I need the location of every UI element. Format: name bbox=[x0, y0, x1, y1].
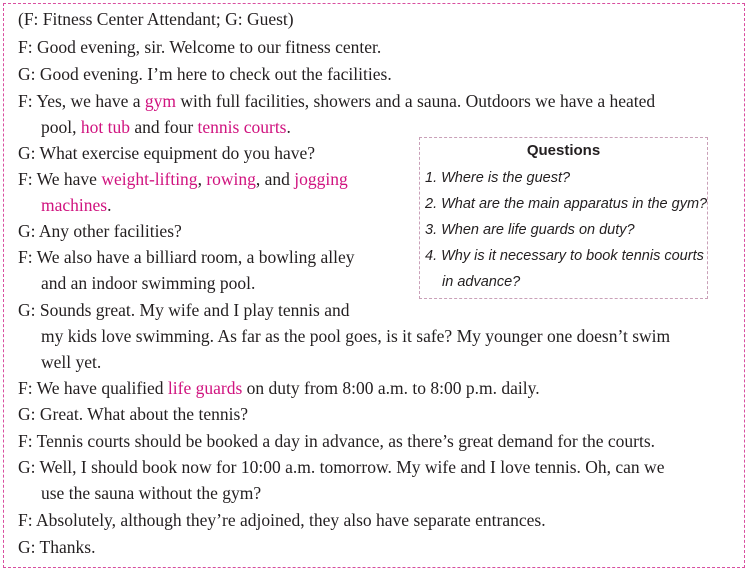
dialogue-line bbox=[18, 90, 655, 112]
vocab-weight-lifting: weight-lifting bbox=[101, 169, 198, 189]
line-text: . bbox=[286, 117, 291, 137]
questions-title: Questions bbox=[526, 142, 601, 159]
vocab-machines: machines bbox=[41, 195, 108, 215]
dialogue-line: F: Tennis courts should be booked a day in advance, as there’s great demand for the courts. bbox=[18, 431, 656, 451]
vocab-life-guards: life guards bbox=[167, 378, 243, 398]
dialogue-line: G: Any other facilities? bbox=[18, 221, 182, 241]
line-text: and four bbox=[129, 117, 198, 137]
question-item-continued: in advance? bbox=[442, 274, 521, 290]
dialogue-line: F: Absolutely, although they’re adjoined, they also have separate entrances. bbox=[18, 510, 546, 530]
speaker-legend: (F: Fitness Center Attendant; G: Guest) bbox=[18, 9, 294, 29]
dialogue-line bbox=[41, 116, 291, 138]
vocab-hot-tub: hot tub bbox=[80, 117, 130, 137]
dialogue-line: G: Sounds great. My wife and I play tennis and bbox=[18, 300, 350, 320]
dialogue-line: use the sauna without the gym? bbox=[41, 483, 262, 503]
dialogue-line bbox=[41, 194, 111, 216]
line-text: , and bbox=[255, 169, 295, 189]
dialogue-line: G: Great. What about the tennis? bbox=[18, 404, 249, 424]
question-item: 3. When are life guards on duty? bbox=[425, 222, 635, 238]
dialogue-line bbox=[18, 168, 348, 190]
line-text: F: We have qualified bbox=[18, 378, 168, 398]
dialogue-line: F: Good evening, sir. Welcome to our fitness center. bbox=[18, 37, 382, 57]
vocab-rowing: rowing bbox=[206, 169, 256, 189]
line-text: on duty from 8:00 a.m. to 8:00 p.m. daily. bbox=[242, 378, 540, 398]
vocab-tennis-courts: tennis courts bbox=[197, 117, 287, 137]
question-item: 2. What are the main apparatus in the gym? bbox=[425, 196, 708, 212]
dialogue-line bbox=[18, 377, 540, 399]
dialogue-line: G: Well, I should book now for 10:00 a.m. tomorrow. My wife and I love tennis. Oh, can we bbox=[18, 457, 665, 477]
line-text: F: We have bbox=[18, 169, 102, 189]
dialogue-line: G: What exercise equipment do you have? bbox=[18, 143, 316, 163]
questions-box bbox=[419, 137, 708, 299]
dialogue-line: G: Good evening. I’m here to check out the facilities. bbox=[18, 64, 392, 84]
line-text: . bbox=[107, 195, 112, 215]
vocab-gym: gym bbox=[144, 91, 176, 111]
dialogue-line: and an indoor swimming pool. bbox=[41, 273, 256, 293]
line-text: , bbox=[197, 169, 207, 189]
line-text: F: Yes, we have a bbox=[18, 91, 145, 111]
line-text: with full facilities, showers and a sauna. Outdoors we have a heated bbox=[176, 91, 656, 111]
question-item: 1. Where is the guest? bbox=[425, 170, 571, 186]
vocab-jogging: jogging bbox=[294, 169, 348, 189]
dialogue-line: well yet. bbox=[41, 352, 102, 372]
dialogue-line: F: We also have a billiard room, a bowling alley bbox=[18, 247, 355, 267]
line-text: pool, bbox=[41, 117, 81, 137]
question-item: 4. Why is it necessary to book tennis courts bbox=[425, 248, 704, 264]
dialogue-line: my kids love swimming. As far as the pool goes, is it safe? My younger one doesn’t swim bbox=[41, 326, 671, 346]
dialogue-line: G: Thanks. bbox=[18, 537, 96, 557]
